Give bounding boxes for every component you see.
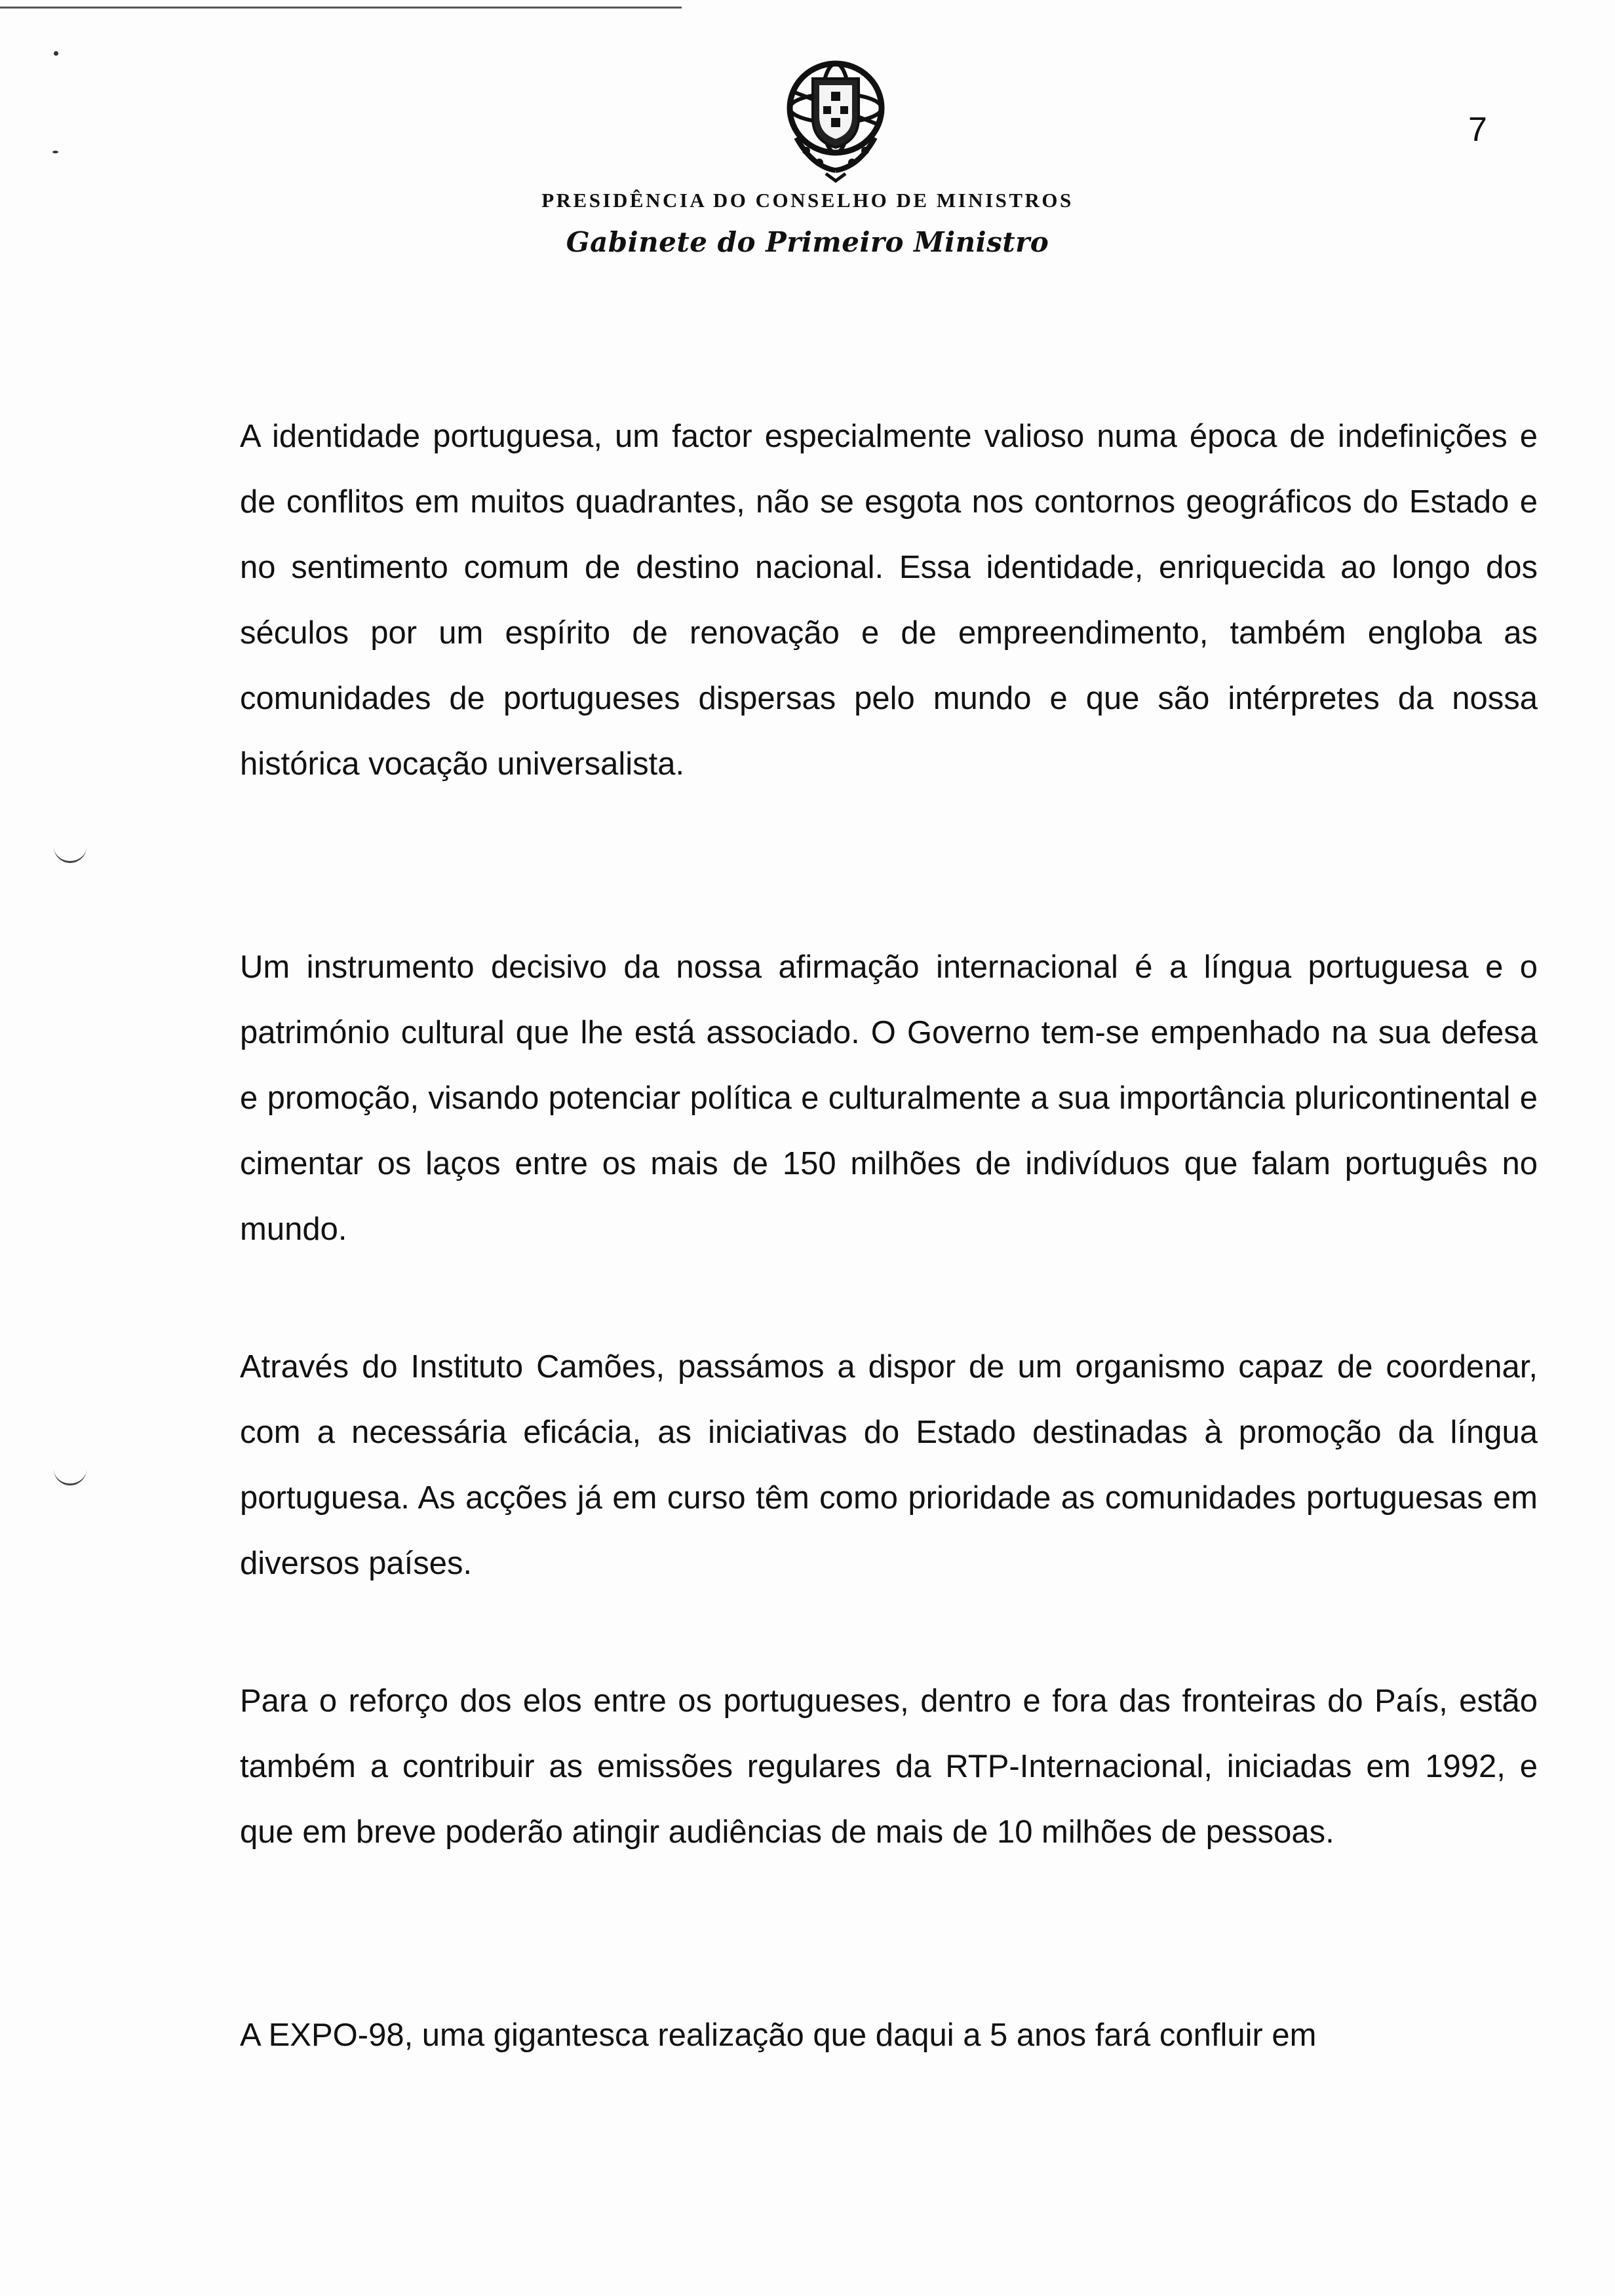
top-scan-rule <box>0 7 682 9</box>
paragraph-text: Para o reforço dos elos entre os portugueses, dentro e fora das fronteiras do País, estão também a contribuir as emissões regulares da RTP-Internacional, iniciadas em 1992, e que em breve poderão atingir audiências de mais de 10 milhões de pessoas. <box>240 1683 1538 1850</box>
paragraph-text: Um instrumento decisivo da nossa afirmação internacional é a língua portuguesa e o património cultural que lhe está associado. O Governo tem-se empenhado na sua defesa e promoção, visando potenciar política e culturalmente a sua importância pluricontinental e cimentar os laços entre os mais de 150 milhões de indivíduos que falam português no mundo. <box>240 949 1538 1247</box>
paragraph-5 <box>240 2002 1538 2068</box>
paragraph-2 <box>240 934 1538 1262</box>
office-name: Gabinete do Primeiro Ministro <box>566 226 1049 258</box>
organization-name: PRESIDÊNCIA DO CONSELHO DE MINISTROS <box>541 189 1074 212</box>
paragraph-4 <box>240 1668 1538 1865</box>
paragraph-1 <box>240 404 1538 797</box>
margin-mark <box>54 845 87 863</box>
margin-mark <box>54 1468 87 1485</box>
paragraph-text: A identidade portuguesa, um factor especialmente valioso numa época de indefinições e de conflitos em muitos quadrantes, não se esgota nos contornos geográficos do Estado e no sentimento comum de destino nacional. Essa identidade, enriquecida ao longo dos séculos por um espírito de renovação e de empreendimento, também engloba as comunidades de portugueses dispersas pelo mundo e que são intérpretes da nossa histórica vocação universalista. <box>240 419 1538 782</box>
page-number: 7 <box>1468 111 1487 149</box>
portuguese-coat-of-arms-icon <box>773 52 898 183</box>
paragraph-3 <box>240 1334 1538 1596</box>
paragraph-text: A EXPO-98, uma gigantesca realização que daqui a 5 anos fará confluir em <box>240 2018 1317 2053</box>
scan-speck <box>54 51 58 56</box>
paragraph-text: Através do Instituto Camões, passámos a dispor de um organismo capaz de coordenar, com a necessária eficácia, as iniciativas do Estado destinadas à promoção da língua portuguesa. As acções já em curso têm como prioridade as comunidades portuguesas em diversos países. <box>240 1349 1538 1581</box>
scan-speck <box>52 151 58 153</box>
